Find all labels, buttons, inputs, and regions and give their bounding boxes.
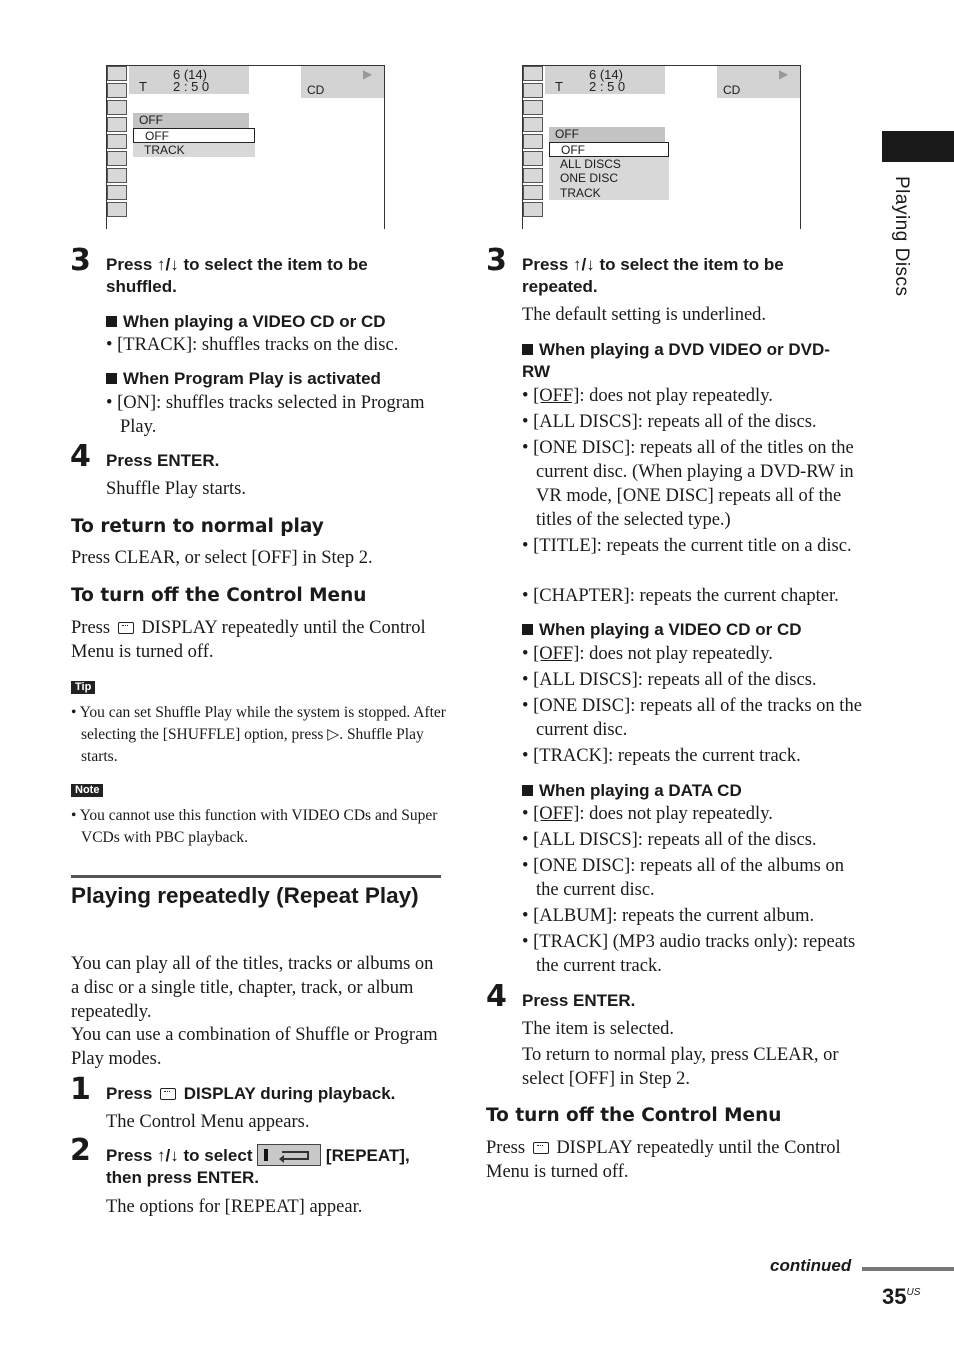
square-bullet-icon <box>522 785 533 796</box>
bullet-item: • [ONE DISC]: repeats all of the titles on the current disc. (When playing a DVD-RW in VR mode, [ONE DISC] repeats all of the titles of the selected type.) <box>522 438 854 530</box>
current-setting: OFF <box>549 127 665 142</box>
display-icon <box>533 1142 549 1154</box>
tip-text: • You can set Shuffle Play while the system is stopped. After selecting the [SHUFFLE] option, press ▷. Shuffle Play starts. <box>71 704 446 765</box>
repeat-icon <box>257 1144 321 1166</box>
square-bullet-icon <box>106 373 117 384</box>
time-display <box>129 66 249 94</box>
section-heading: To turn off the Control Menu <box>71 585 367 606</box>
continued-label: continued <box>770 1256 852 1275</box>
side-tab-label: Playing Discs <box>891 176 912 297</box>
bullet-item: • [ALL DISCS]: repeats all of the discs. <box>522 412 817 432</box>
paragraph: Press DISPLAY repeatedly until the Control Menu is turned off. <box>486 1138 841 1182</box>
step-body: The item is selected. <box>522 1019 675 1039</box>
track-count: 6 (14) <box>173 67 207 82</box>
menu-icon-column <box>523 66 543 219</box>
step-heading: Press ENTER. <box>106 451 220 470</box>
osd-screen-shuffle <box>106 65 385 229</box>
options-list <box>549 142 669 200</box>
bullet-item: • [TRACK]: repeats the current track. <box>522 746 801 766</box>
option-all-discs[interactable]: ALL DISCS <box>560 156 621 171</box>
page-number: $35^{US}$ <box>882 1284 921 1309</box>
bullet-item: • [ON]: shuffles tracks selected in Program Play. <box>106 393 425 437</box>
paragraph: Press DISPLAY repeatedly until the Control Menu is turned off. <box>71 618 426 662</box>
bullet-item: • [OFF]: does not play repeatedly. <box>522 804 773 824</box>
square-bullet-icon <box>522 344 533 355</box>
option-track[interactable]: TRACK <box>560 185 601 200</box>
section-heading: To turn off the Control Menu <box>486 1105 782 1126</box>
menu-icon-column <box>107 66 127 219</box>
step-body: The options for [REPEAT] appear. <box>106 1197 363 1217</box>
subheading: When playing a DATA CD <box>522 780 742 802</box>
time-display <box>545 66 665 94</box>
continued-rule <box>862 1267 954 1271</box>
option-one-disc[interactable]: ONE DISC <box>560 171 619 185</box>
bullet-item: • [TITLE]: repeats the current title on a disc. <box>522 536 852 556</box>
subheading: When Program Play is activated <box>106 368 381 390</box>
display-icon <box>160 1088 176 1100</box>
track-count: 6 (14) <box>589 67 623 82</box>
step-number: 2 <box>70 1133 91 1168</box>
display-icon <box>118 622 134 634</box>
bullet-item: • [ALL DISCS]: repeats all of the discs. <box>522 670 817 690</box>
disc-type-box <box>301 66 384 98</box>
option-track[interactable]: TRACK <box>144 142 185 157</box>
section-title: Playing repeatedly (Repeat Play) <box>71 883 419 908</box>
subheading: When playing a VIDEO CD or CD <box>522 619 802 641</box>
step-body: The Control Menu appears. <box>106 1112 310 1132</box>
up-down-arrows-icon: ↑/↓ <box>573 255 595 274</box>
bullet-item: • [CHAPTER]: repeats the current chapter. <box>522 586 839 606</box>
tip-badge: Tip <box>71 681 95 694</box>
current-setting: OFF <box>133 113 249 128</box>
step-heading: Press ↑/↓ to select the item to be shuffled. <box>106 255 368 296</box>
play-button-icon: ▷ <box>327 726 340 743</box>
bullet-item: • [OFF]: does not play repeatedly. <box>522 644 773 664</box>
up-down-arrows-icon: ↑/↓ <box>157 255 179 274</box>
bullet-item: • [TRACK]: shuffles tracks on the disc. <box>106 335 399 355</box>
time-value: 2 : 5 0 <box>589 79 626 94</box>
square-bullet-icon <box>522 624 533 635</box>
bullet-item: • [TRACK] (MP3 audio tracks only): repeats the current track. <box>522 932 856 976</box>
disc-type: CD <box>723 83 741 97</box>
bullet-item: • [ONE DISC]: repeats all of the tracks on the current disc. <box>522 696 862 740</box>
note-text: • You cannot use this function with VIDEO CDs and Super VCDs with PBC playback. <box>71 807 438 846</box>
bullet-item: • [OFF]: does not play repeatedly. <box>522 386 773 406</box>
step-number: 1 <box>70 1072 91 1107</box>
step-heading: Press ↑/↓ to select [REPEAT], then press ENTER. <box>106 1146 410 1187</box>
disc-type-box <box>717 66 800 98</box>
step-body: Shuffle Play starts. <box>106 479 246 499</box>
step-number: 3 <box>70 243 91 278</box>
step-heading: Press ENTER. <box>522 991 636 1010</box>
section-heading: To return to normal play <box>71 516 324 537</box>
section-rule <box>71 875 441 878</box>
step-number: 4 <box>486 979 507 1014</box>
play-icon: ▶ <box>779 67 789 81</box>
intro-paragraph: You can use a combination of Shuffle or Program Play modes. <box>71 1025 438 1069</box>
intro-paragraph: You can play all of the titles, tracks or albums on a disc or a single title, chapter, track, or album repeatedly. <box>71 954 434 1022</box>
step-number: 4 <box>70 439 91 474</box>
time-type: T <box>555 79 563 94</box>
play-icon: ▶ <box>363 67 373 81</box>
bullet-item: • [ALBUM]: repeats the current album. <box>522 906 815 926</box>
time-value: 2 : 5 0 <box>173 79 210 94</box>
time-type: T <box>139 79 147 94</box>
step-heading: Press DISPLAY during playback. <box>106 1084 396 1103</box>
option-off[interactable]: OFF <box>133 128 255 143</box>
note-badge: Note <box>71 784 103 797</box>
side-tab-bar <box>882 131 954 162</box>
up-down-arrows-icon: ↑/↓ <box>157 1146 179 1165</box>
square-bullet-icon <box>106 316 117 327</box>
subheading: When playing a VIDEO CD or CD <box>106 311 386 333</box>
bullet-item: • [ALL DISCS]: repeats all of the discs. <box>522 830 817 850</box>
paragraph: The default setting is underlined. <box>522 305 767 325</box>
step-heading: Press ↑/↓ to select the item to be repeated. <box>522 255 784 296</box>
osd-screen-repeat <box>522 65 801 229</box>
paragraph: Press CLEAR, or select [OFF] in Step 2. <box>71 548 373 568</box>
options-list <box>133 128 255 157</box>
option-off[interactable]: OFF <box>549 142 669 157</box>
disc-type: CD <box>307 83 325 97</box>
subheading: When playing a DVD VIDEO or DVD-RW <box>522 340 830 381</box>
step-body: To return to normal play, press CLEAR, or select [OFF] in Step 2. <box>522 1045 839 1089</box>
step-number: 3 <box>486 243 507 278</box>
bullet-item: • [ONE DISC]: repeats all of the albums on the current disc. <box>522 856 844 900</box>
